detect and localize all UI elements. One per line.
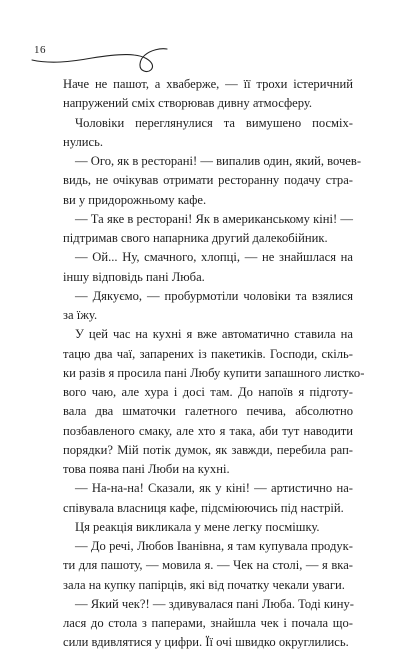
text-line: позбавленого смаку, але хто я така, аби тут наводити [63,423,353,438]
text-line: — До речі, Любов Іванівна, я там купувала продук- [75,539,353,553]
text-line: лася до стола з паперами, знайшла чек і почала що- [63,616,353,630]
text-line: ки разів я просила пані Любу купити запашного листко- [63,365,365,380]
text-line: іншу відповідь пані Люба. [63,269,205,284]
text-line: нулись. [63,134,103,149]
text-line: співувала власниця кафе, підсміюючись під настрій. [63,500,344,515]
text-line: — На-на-на! Сказали, як у кіні! — артистично на- [75,481,353,496]
text-line: за їжу. [63,308,98,322]
text-line: — Та яке в ресторані! Як в американському кіні! — [75,211,353,226]
text-line: ти для пашоту, — мовила я. — Чек на столі, — я вка- [63,558,353,573]
page-number: 16 [34,44,46,56]
text-line: Чоловіки переглянулися та вимушено посміх- [75,115,353,130]
page-header [30,38,170,78]
body-text [63,75,365,653]
text-line: вала два шматочки галетного печива, абсолютно [63,404,353,419]
text-line: підтримав свого напарника другий далекобійник. [63,231,328,245]
text-line: сили вдивлятися у цифри. Її очі швидко округлились. [63,635,349,650]
decorative-flourish-icon [30,38,170,78]
text-line: — Який чек?! — здивувалася пані Люба. Тоді кину- [75,596,354,611]
text-line: това поява пані Люби на кухні. [63,462,230,476]
text-line: — Ого, як в ресторані! — випалив один, який, вочев- [75,154,362,168]
text-line: У цей час на кухні я вже автоматично ставила на [75,327,353,342]
text-line: напружений сміх створював дивну атмосферу. [63,96,313,111]
text-line: зала на купку папірців, які від початку чекали уваги. [63,577,345,592]
text-line: — Ой... Ну, смачного, хлопці, — не знайшлася на [75,250,353,265]
text-line: вого чаю, але хура і досі там. До напоїв я підготу- [63,385,353,399]
text-line: тацю два чаї, запарених із пакетиків. Господи, скіль- [63,346,353,361]
text-line: Наче не пашот, а хваберже, — її трохи істеричний [63,77,353,91]
text-line: — Дякуємо, — пробурмотіли чоловіки та взялися [75,288,353,303]
text-line: порядки? Мій потік думок, як завжди, перебила рап- [63,442,353,457]
text-line: видь, не очікував отримати ресторанну подачу стра- [63,173,353,188]
text-line: ви у придорожньому кафе. [63,192,207,207]
text-line: Ця реакція викликала у мене легку посмішку. [75,519,320,534]
